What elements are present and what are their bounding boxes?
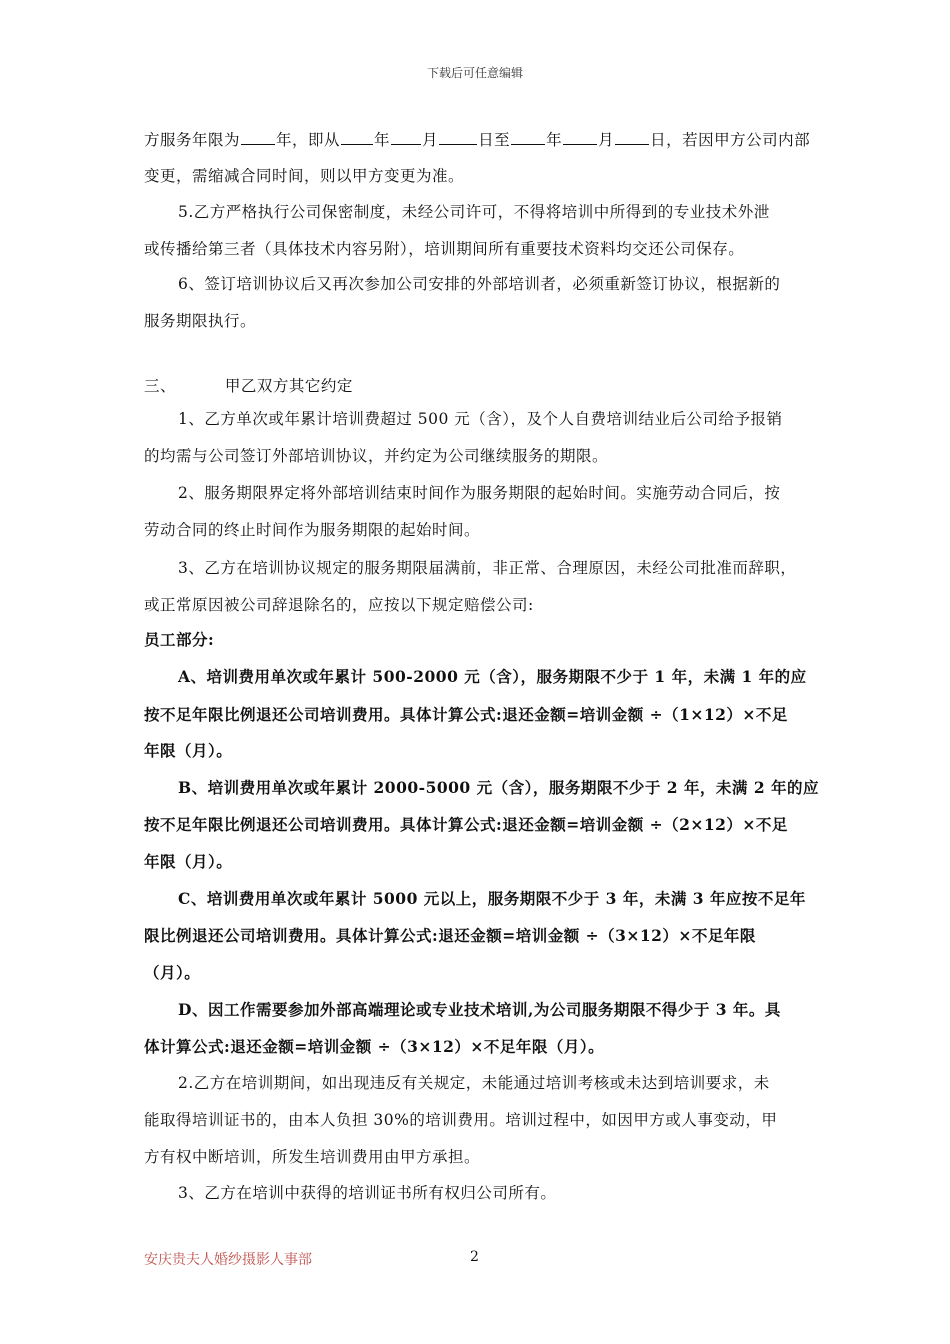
clause-c-line: 限比例退还公司培训费用。具体计算公式:退还金额=培训金额 ÷（3×12）×不足年限 [144,926,756,945]
page-number: 2 [470,1249,479,1265]
page-header: 下载后可任意编辑 [426,66,523,80]
text-segment: 年 [374,131,391,149]
body-line: 6、签订培训协议后又再次参加公司安排的外部培训者，必须重新签订协议，根据新的 [178,275,781,293]
clause-a-line: 按不足年限比例退还公司培训费用。具体计算公式:退还金额=培训金额 ÷（1×12）×不足 [144,705,788,724]
clause-c-line: （月）。 [144,963,201,982]
staff-section-label: 员工部分: [144,630,215,649]
body-line: 3、乙方在培训协议规定的服务期限届满前，非正常、合理原因，未经公司批准而辞职， [178,559,797,577]
clause-c-line: C、培训费用单次或年累计 5000 元以上，服务期限不少于 3 年，未满 3 年应按不足年 [178,889,806,908]
text-segment: 日，若因甲方公司内部 [650,131,811,149]
body-line: 5.乙方严格执行公司保密制度，未经公司许可，不得将培训中所得到的专业技术外泄 [178,203,770,221]
clause-b-line: B、培训费用单次或年累计 2000-5000 元（含），服务期限不少于 2 年，未满 2 年的应 [178,778,820,797]
section-number: 三、 [144,377,177,395]
body-line: 的均需与公司签订外部培训协议，并约定为公司继续服务的期限。 [144,447,609,465]
section-heading [144,374,814,396]
service-term-line [144,128,814,150]
body-line: 3、乙方在培训中获得的培训证书所有权归公司所有。 [178,1184,557,1202]
text-segment: 月 [598,131,615,149]
blank-end-month [563,130,597,145]
body-line: 变更，需缩减合同时间，则以甲方变更为准。 [144,167,465,185]
text-segment: 年 [546,131,563,149]
clause-b-line: 年限（月）。 [144,852,233,871]
blank-start-day [439,130,477,145]
section-title: 甲乙双方其它约定 [224,377,353,395]
text-segment: 日至 [478,131,511,149]
body-line: 能取得培训证书的，由本人负担 30%的培训费用。培训过程中，如因甲方或人事变动，甲 [144,1111,778,1129]
blank-start-year [341,130,373,145]
blank-end-day [615,130,649,145]
blank-years [241,130,275,145]
text-segment: 年，即从 [276,131,341,149]
body-line: 2.乙方在培训期间，如出现违反有关规定，未能通过培训考核或未达到培训要求，未 [178,1074,770,1092]
blank-start-month [391,130,421,145]
body-line: 或传播给第三者（具体技术内容另附），培训期间所有重要技术资料均交还公司保存。 [144,240,745,258]
clause-d-line: D、因工作需要参加外部高端理论或专业技术培训,为公司服务期限不得少于 3 年。具 [178,1000,781,1019]
body-line: 方有权中断培训，所发生培训费用由甲方承担。 [144,1148,481,1166]
blank-end-year [511,130,545,145]
text-segment: 月 [422,131,439,149]
clause-d-line: 体计算公式:退还金额=培训金额 ÷（3×12）×不足年限（月）。 [144,1037,605,1056]
body-line: 劳动合同的终止时间作为服务期限的起始时间。 [144,521,481,539]
body-line: 或正常原因被公司辞退除名的，应按以下规定赔偿公司: [144,596,534,614]
clause-a-line: A、培训费用单次或年累计 500-2000 元（含），服务期限不少于 1 年，未满 1 年的应 [178,667,807,686]
footer-company: 安庆贵夫人婚纱摄影人事部 [144,1252,312,1268]
clause-b-line: 按不足年限比例退还公司培训费用。具体计算公式:退还金额=培训金额 ÷（2×12）×不足 [144,815,788,834]
text-segment: 方服务年限为 [144,131,241,149]
body-line: 服务期限执行。 [144,312,257,330]
clause-a-line: 年限（月）。 [144,741,233,760]
body-line: 2、服务期限界定将外部培训结束时间作为服务期限的起始时间。实施劳动合同后，按 [178,484,781,502]
body-line: 1、乙方单次或年累计培训费超过 500 元（含），及个人自费培训结业后公司给予报销 [178,410,783,428]
